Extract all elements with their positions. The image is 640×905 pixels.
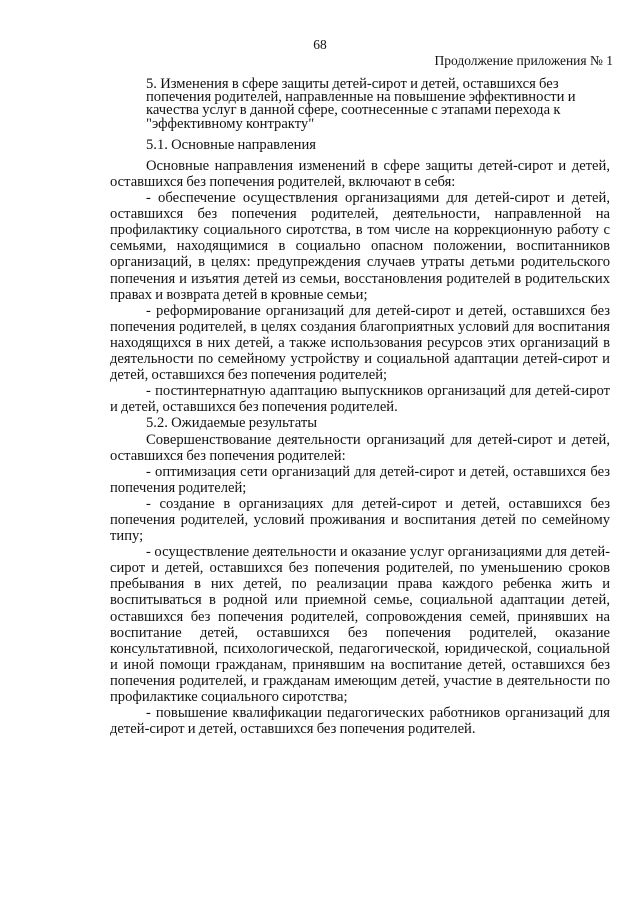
subsection-title-expected-results: 5.2. Ожидаемые результаты (146, 415, 318, 432)
document-body (110, 78, 610, 737)
paragraph-intro-results: Совершенствование деятельности организаций для детей-сирот и детей, оставшихся без попечения родителей: (110, 431, 610, 464)
list-item-adaptation: - постинтернатную адаптацию выпускников организаций для детей-сирот и детей, оставшихся без попечения родителей. (110, 383, 610, 416)
appendix-continuation-note: Продолжение приложения № 1 (434, 53, 613, 68)
page-number: 68 (313, 37, 327, 52)
list-item-qualification: - повышение квалификации педагогических работников организаций для детей-сирот и детей, оставшихся без попечения родителей. (110, 705, 610, 738)
list-item-family-type-conditions: - создание в организациях для детей-сирот и детей, оставшихся без попечения родителей, условий проживания и воспитания детей по семейному типу; (110, 495, 610, 545)
paragraph-intro-directions: Основные направления изменений в сфере защиты детей-сирот и детей, оставшихся без попечения родителей, включают в себя: (110, 157, 610, 190)
section-title: 5. Изменения в сфере защиты детей-сирот и детей, оставшихся без попечения родителей, направленные на повышение эффективности и качества услуг в данной сфере, соотнесенные с этапами перехода к "эффективному контракту" (146, 76, 576, 132)
list-item-services: - осуществление деятельности и оказание услуг организациями для детей-сирот и детей, оставшихся без попечения родителей, по уменьшению сроков пребывания в них детей, по реализации права каждого ребенка жить и воспитываться в родной или приемной семье, социальной адаптации детей, оставшихся без попечения родителей, сопровождения семей, принявших на воспитание детей, оставшихся без попечения родителей, оказание консультативной, психологической, педагогической, юридической, социальной и иной помощи гражданам, принявшим на воспитание детей, оставшихся без попечения родителей, и гражданам имеющим детей, участие в деятельности по профилактике социального сиротства; (110, 544, 610, 705)
list-item-optimization: - оптимизация сети организаций для детей-сирот и детей, оставшихся без попечения родителей; (110, 463, 610, 496)
list-item-prevention: - обеспечение осуществления организациями для детей-сирот и детей, оставшихся без попечения родителей, деятельности, направленной на профилактику социального сиротства, в том числе на коррекционную работу с семьями, находящимися в социально опасном положении, воспитанников организаций, в целях: предупреждения случаев утраты детьми родительского попечения и изъятия детей из семьи, восстановления родителей в родительских правах и возврата детей в кровные семьи; (110, 190, 610, 303)
list-item-reform: - реформирование организаций для детей-сирот и детей, оставшихся без попечения родителей, в целях создания благоприятных условий для воспитания находящихся в них детей, а также использования ресурсов этих организаций в деятельности по семейному устройству и социальной адаптации детей-сирот и детей, оставшихся без попечения родителей; (110, 302, 610, 384)
subsection-title-main-directions: 5.1. Основные направления (146, 136, 316, 153)
